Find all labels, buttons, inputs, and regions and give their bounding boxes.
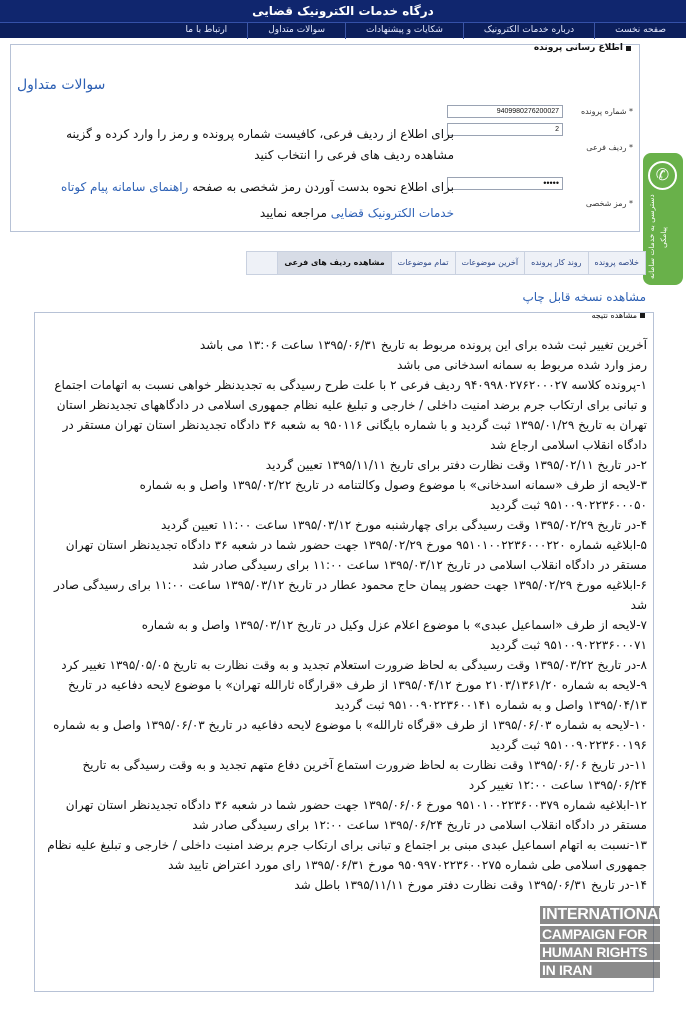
watermark-line: HUMAN RIGHTS bbox=[540, 944, 660, 960]
nav-contact[interactable]: ارتباط با ما bbox=[185, 25, 228, 35]
result-line: ۴-در تاریخ ۱۳۹۵/۰۲/۲۹ وقت رسیدگی برای چهارشنبه مورخ ۱۳۹۵/۰۳/۱۲ ساعت ۱۱:۰۰ تعیین گردید bbox=[161, 518, 647, 532]
result-line: آخرین تغییر ثبت شده برای این پرونده مربوط به تاریخ ۱۳۹۵/۰۶/۳۱ ساعت ۱۳:۰۶ می باشد bbox=[199, 338, 647, 352]
result-line: ۷-لایحه از طرف «اسماعیل عبدی» با موضوع اعلام عزل وکیل در تاریخ ۱۳۹۵/۰۳/۱۲ واصل و به شماره ۹۵۱۰۰۹۰۲۲۳۶۰۰۰۷۱ ثبت گردید bbox=[141, 618, 647, 652]
subrow-label: * ردیف فرعی bbox=[586, 143, 633, 152]
password-help-line2 bbox=[260, 203, 454, 224]
case-tabs bbox=[246, 251, 646, 275]
result-text bbox=[47, 335, 647, 895]
result-line: ۳-لایحه از طرف «سمانه اسدخانی» با موضوع وصول وکالتنامه در تاریخ ۱۳۹۵/۰۲/۲۲ واصل و به شماره ۹۵۱۰۰۹۰۲۲۳۶۰۰۰۵۰ ثبت گردید bbox=[139, 478, 647, 512]
subrow-help-text: برای اطلاع از ردیف فرعی، کافیست شماره پرونده و رمز را وارد کرده و گزینه مشاهده ردیف های فرعی را انتخاب کنید bbox=[66, 127, 454, 162]
tab-all-subjects[interactable]: تمام موضوعات bbox=[391, 252, 455, 274]
result-line: ۱۱-در تاریخ ۱۳۹۵/۰۶/۰۶ وقت نظارت به لحاظ ضرورت استماع آخرین دفاع متهم تجدید و به وقت رسیدگی به تاریخ ۱۳۹۵/۰۶/۲۴ ساعت ۱۲:۰۰ تغییر کرد bbox=[82, 758, 647, 792]
judicial-services-link[interactable]: خدمات الکترونیک قضایی bbox=[330, 206, 454, 220]
main-nav bbox=[0, 22, 686, 38]
watermark-line: INTERNATIONAL bbox=[542, 906, 668, 923]
portal-title-bar bbox=[0, 0, 686, 22]
result-line: ۱-پرونده کلاسه ۹۴۰۹۹۸۰۲۷۶۲۰۰۰۲۷ ردیف فرعی ۲ با علت طرح رسیدگی به تجدیدنظر خواهی نسبت به اتهامات اجتماع و تبانی برای ارتکاب جرم برضد امنیت داخلی / خارجی و تبلیغ علیه نظام جمهوری اسلامی در دادگاههای تجدیدنظر استان تهران به تاریخ ۱۳۹۵/۰۱/۲۹ ثبت گردید و با شماره بایگانی ۹۵۰۱۱۶ به شعبه ۳۶ دادگاه تجدیدنظر استان تهران مستقر در دادگاه انقلاب اسلامی ارجاع شد bbox=[54, 378, 647, 452]
result-line: ۲-در تاریخ ۱۳۹۵/۰۲/۱۱ وقت نظارت دفتر برای تاریخ ۱۳۹۵/۱۱/۱۱ تعیین گردید bbox=[265, 458, 647, 472]
case-number-label: * شماره پرونده bbox=[580, 107, 633, 116]
tab-case-workflow[interactable]: روند کار پرونده bbox=[524, 252, 587, 274]
password-label: * رمز شخصی bbox=[585, 199, 633, 208]
printable-version-link[interactable]: مشاهده نسخه قابل چاپ bbox=[522, 290, 646, 304]
tab-subrows[interactable]: مشاهده ردیف های فرعی bbox=[277, 252, 390, 274]
case-number-input[interactable]: 9409980276200027 bbox=[447, 105, 563, 118]
faq-link[interactable]: سوالات متداول bbox=[17, 77, 106, 93]
result-line: ۱۴-در تاریخ ۱۳۹۵/۰۶/۳۱ وقت نظارت دفتر مورخ ۱۳۹۵/۱۱/۱۱ باطل شد bbox=[294, 878, 647, 892]
nav-faq[interactable]: سوالات متداول bbox=[268, 25, 325, 35]
bullet-square-icon bbox=[626, 46, 631, 51]
tab-latest-subjects[interactable]: آخرین موضوعات bbox=[455, 252, 525, 274]
result-title: مشاهده نتیجه bbox=[591, 311, 637, 320]
result-header bbox=[591, 311, 645, 320]
nav-complaints[interactable]: شکایات و پیشنهادات bbox=[366, 25, 443, 35]
nav-about[interactable]: درباره خدمات الکترونیک bbox=[483, 25, 575, 35]
result-line: ۹-لایحه به شماره ۲۱۰۳/۱۳۶۱/۲۰ مورخ ۱۳۹۵/۰۴/۱۲ از طرف «قرارگاه ثارالله تهران» با موضوع لایحه دفاعیه در تاریخ ۱۳۹۵/۰۴/۱۳ واصل و به شماره ۹۵۱۰۰۹۰۲۲۳۶۰۰۱۴۱ ثبت گردید bbox=[68, 678, 647, 712]
nav-divider bbox=[594, 23, 595, 39]
result-line: ۱۰-لایحه به شماره ۱۳۹۵/۰۶/۰۳ از طرف «قرگاه ثارالله» با موضوع لایحه دفاعیه در تاریخ ۱۳۹۵/۰۶/۰۳ واصل و به شماره ۹۵۱۰۰۹۰۲۲۳۶۰۰۱۹۶ ثبت گردید bbox=[53, 718, 647, 752]
password-help-text bbox=[61, 177, 454, 198]
campaign-watermark bbox=[540, 906, 668, 1010]
result-line: ۱۲-ابلاغیه شماره ۹۵۱۰۱۰۰۲۲۳۶۰۰۳۷۹ مورخ ۱۳۹۵/۰۶/۰۶ جهت حضور شما در شعبه ۳۶ دادگاه تجدیدنظر استان تهران مستقر در دادگاه انقلاب اسلامی در تاریخ ۱۳۹۵/۰۶/۲۴ ساعت ۱۲:۰۰ برای رسیدگی صادر شد bbox=[65, 798, 647, 832]
password-help-suffix: مراجعه نمایید bbox=[259, 206, 327, 220]
watermark-line: CAMPAIGN FOR bbox=[540, 926, 660, 942]
sms-service-badge[interactable] bbox=[643, 153, 683, 285]
tab-case-summary[interactable]: خلاصه پرونده bbox=[588, 252, 645, 274]
result-line: رمز وارد شده مربوط به سمانه اسدخانی می باشد bbox=[396, 358, 647, 372]
nav-divider bbox=[247, 23, 248, 39]
password-help-prefix: برای اطلاع نحوه بدست آوردن رمز شخصی به صفحه bbox=[192, 180, 454, 194]
panel-title: اطلاع رسانی پرونده bbox=[533, 43, 623, 53]
phone-icon: ✆ bbox=[648, 161, 677, 190]
sms-guide-link[interactable]: راهنمای سامانه پیام کوتاه bbox=[61, 180, 189, 194]
nav-divider bbox=[463, 23, 464, 39]
nav-home[interactable]: صفحه نخست bbox=[615, 25, 666, 35]
result-line: ۱۳-نسبت به اتهام اسماعیل عبدی مبنی بر اجتماع و تبانی برای ارتکاب جرم برضد امنیت داخلی / خارجی و تبلیغ علیه نظام جمهوری اسلامی طی شماره ۹۵۰۹۹۷۰۲۲۳۶۰۰۲۷۵ مورخ ۱۳۹۵/۰۶/۳۱ رای مورد اعتراض تایید شد bbox=[47, 838, 647, 872]
result-panel bbox=[34, 312, 654, 992]
panel-header bbox=[534, 43, 631, 53]
bullet-square-icon bbox=[640, 313, 645, 318]
password-input[interactable]: ••••• bbox=[447, 177, 563, 190]
portal-title: درگاه خدمات الکترونیک قضایی bbox=[252, 4, 434, 18]
sms-badge-text: دسترسی به خدمات سامانه پیامکی bbox=[647, 194, 668, 280]
result-line: ۵-ابلاغیه شماره ۹۵۱۰۱۰۰۲۲۳۶۰۰۰۲۲۰ مورخ ۱۳۹۵/۰۲/۲۹ جهت حضور شما در شعبه ۳۶ دادگاه تجدیدنظر استان تهران مستقر در دادگاه انقلاب اسلامی در تاریخ ۱۳۹۵/۰۳/۱۲ ساعت ۱۱:۰۰ برای رسیدگی صادر شد bbox=[65, 538, 647, 572]
result-line: ۶-ابلاغیه مورخ ۱۳۹۵/۰۲/۲۹ جهت حضور پیمان حاج محمود عطار در تاریخ ۱۳۹۵/۰۳/۱۲ ساعت ۱۱:۰۰ برای رسیدگی صادر شد bbox=[54, 578, 647, 612]
result-line: ۸-در تاریخ ۱۳۹۵/۰۳/۲۲ وقت رسیدگی به لحاظ ضرورت استعلام تجدید و به وقت نظارت به تاریخ ۱۳۹۵/۰۵/۰۵ تغییر کرد bbox=[61, 658, 647, 672]
watermark-line: IN IRAN bbox=[540, 962, 660, 978]
subrow-input[interactable]: 2 bbox=[447, 123, 563, 136]
nav-divider bbox=[345, 23, 346, 39]
